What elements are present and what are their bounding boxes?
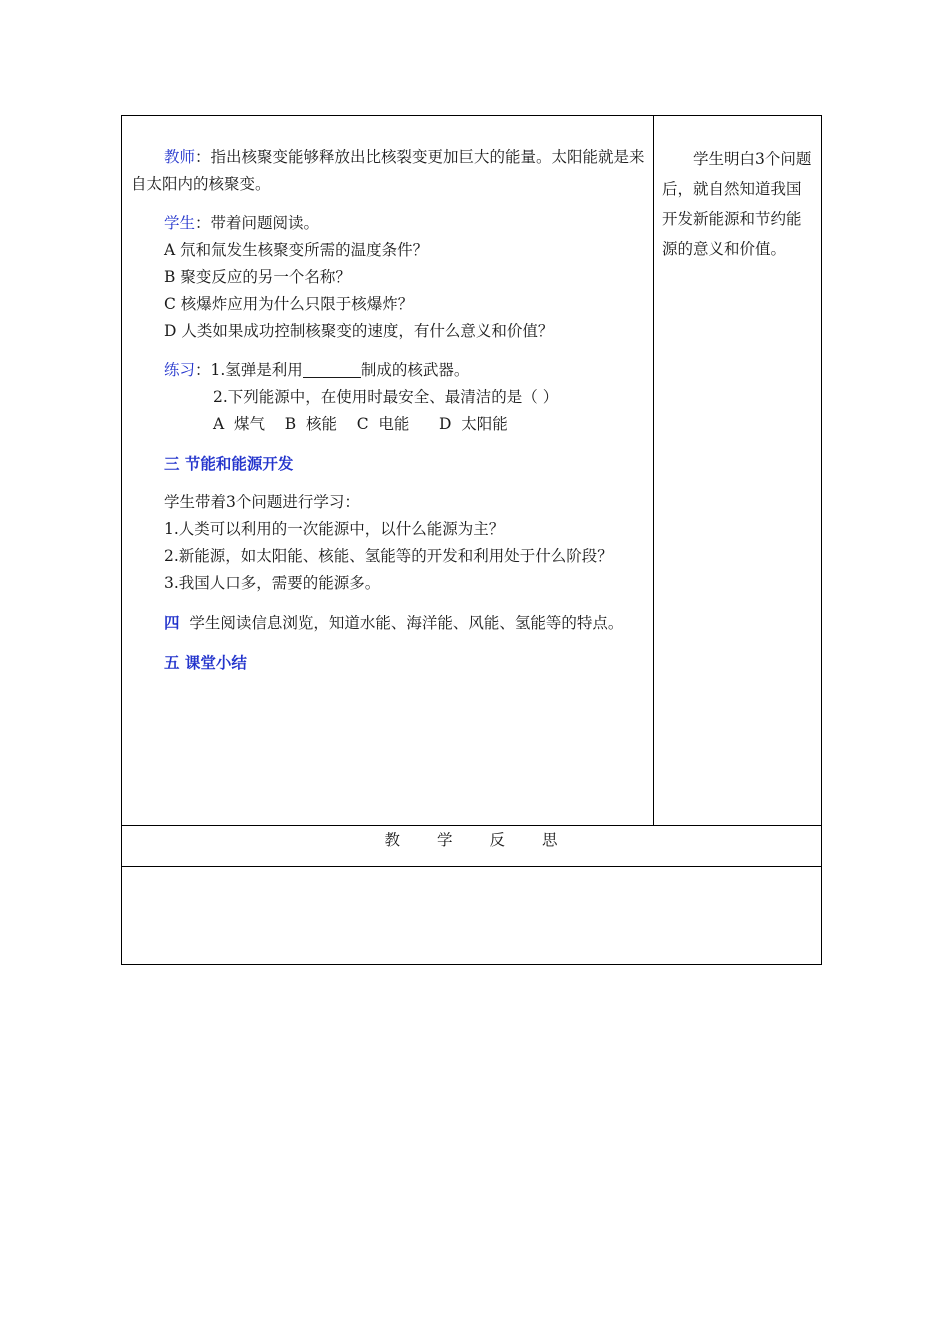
- lesson-plan-table: [121, 115, 822, 965]
- main-content-cell: [131, 144, 646, 676]
- question-b: B 聚变反应的另一个名称？: [164, 268, 351, 286]
- teacher-text: ：指出核聚变能够释放出比核裂变更加巨大的能量。太阳能就是来自太阳内的核聚变。: [131, 148, 645, 193]
- exercise-2-options: A 煤气 B 核能 C 电能 D 太阳能: [213, 415, 508, 433]
- section-4-paragraph: [131, 609, 646, 637]
- student-text: ：带着问题阅读。: [195, 214, 320, 232]
- section-4-label: 四: [164, 613, 180, 632]
- reflection-header: [122, 825, 821, 867]
- exercise-1-suffix: 制成的核武器。: [360, 361, 470, 379]
- section-3-intro: 学生带着3个问题进行学习：: [164, 493, 360, 511]
- section-3-item-2: 2.新能源，如太阳能、核能、氢能等的开发和利用处于什么阶段？: [164, 547, 613, 565]
- exercise-1: [131, 357, 646, 384]
- exercise-1-prefix: ：1.氢弹是利用: [195, 361, 303, 379]
- student-paragraph: [131, 210, 646, 237]
- side-note: 学生明白3个问题后，就自然知道我国开发新能源和节约能源的意义和价值。: [662, 150, 812, 258]
- student-label: 学生: [164, 214, 196, 232]
- section-5-title: 五 课堂小结: [164, 653, 247, 672]
- question-d: D 人类如果成功控制核聚变的速度，有什么意义和价值？: [164, 322, 554, 340]
- reflection-char-1: 教: [384, 831, 401, 849]
- exercise-label: 练习: [164, 361, 196, 379]
- section-4-text: 学生阅读信息浏览，知道水能、海洋能、风能、氢能等的特点。: [179, 614, 624, 632]
- question-c: C 核爆炸应用为什么只限于核爆炸？: [164, 295, 414, 313]
- reflection-char-4: 思: [542, 831, 559, 849]
- question-a: A 氘和氚发生核聚变所需的温度条件？: [164, 241, 429, 259]
- section-3-title: 三 节能和能源开发: [164, 454, 294, 473]
- exercise-2: 2.下列能源中，在使用时最安全、最清洁的是（ ）: [213, 388, 559, 406]
- section-3-item-3: 3.我国人口多，需要的能源多。: [164, 574, 381, 592]
- section-3-item-1: 1.人类可以利用的一次能源中，以什么能源为主？: [164, 520, 505, 538]
- side-note-cell: [662, 144, 816, 264]
- teacher-label: 教师: [164, 148, 196, 166]
- fill-in-blank: [303, 359, 361, 378]
- reflection-char-3: 反: [489, 831, 507, 849]
- reflection-char-2: 学: [436, 831, 454, 849]
- reflection-cell: [122, 867, 821, 964]
- column-divider: [653, 116, 654, 825]
- teacher-paragraph: [131, 144, 646, 198]
